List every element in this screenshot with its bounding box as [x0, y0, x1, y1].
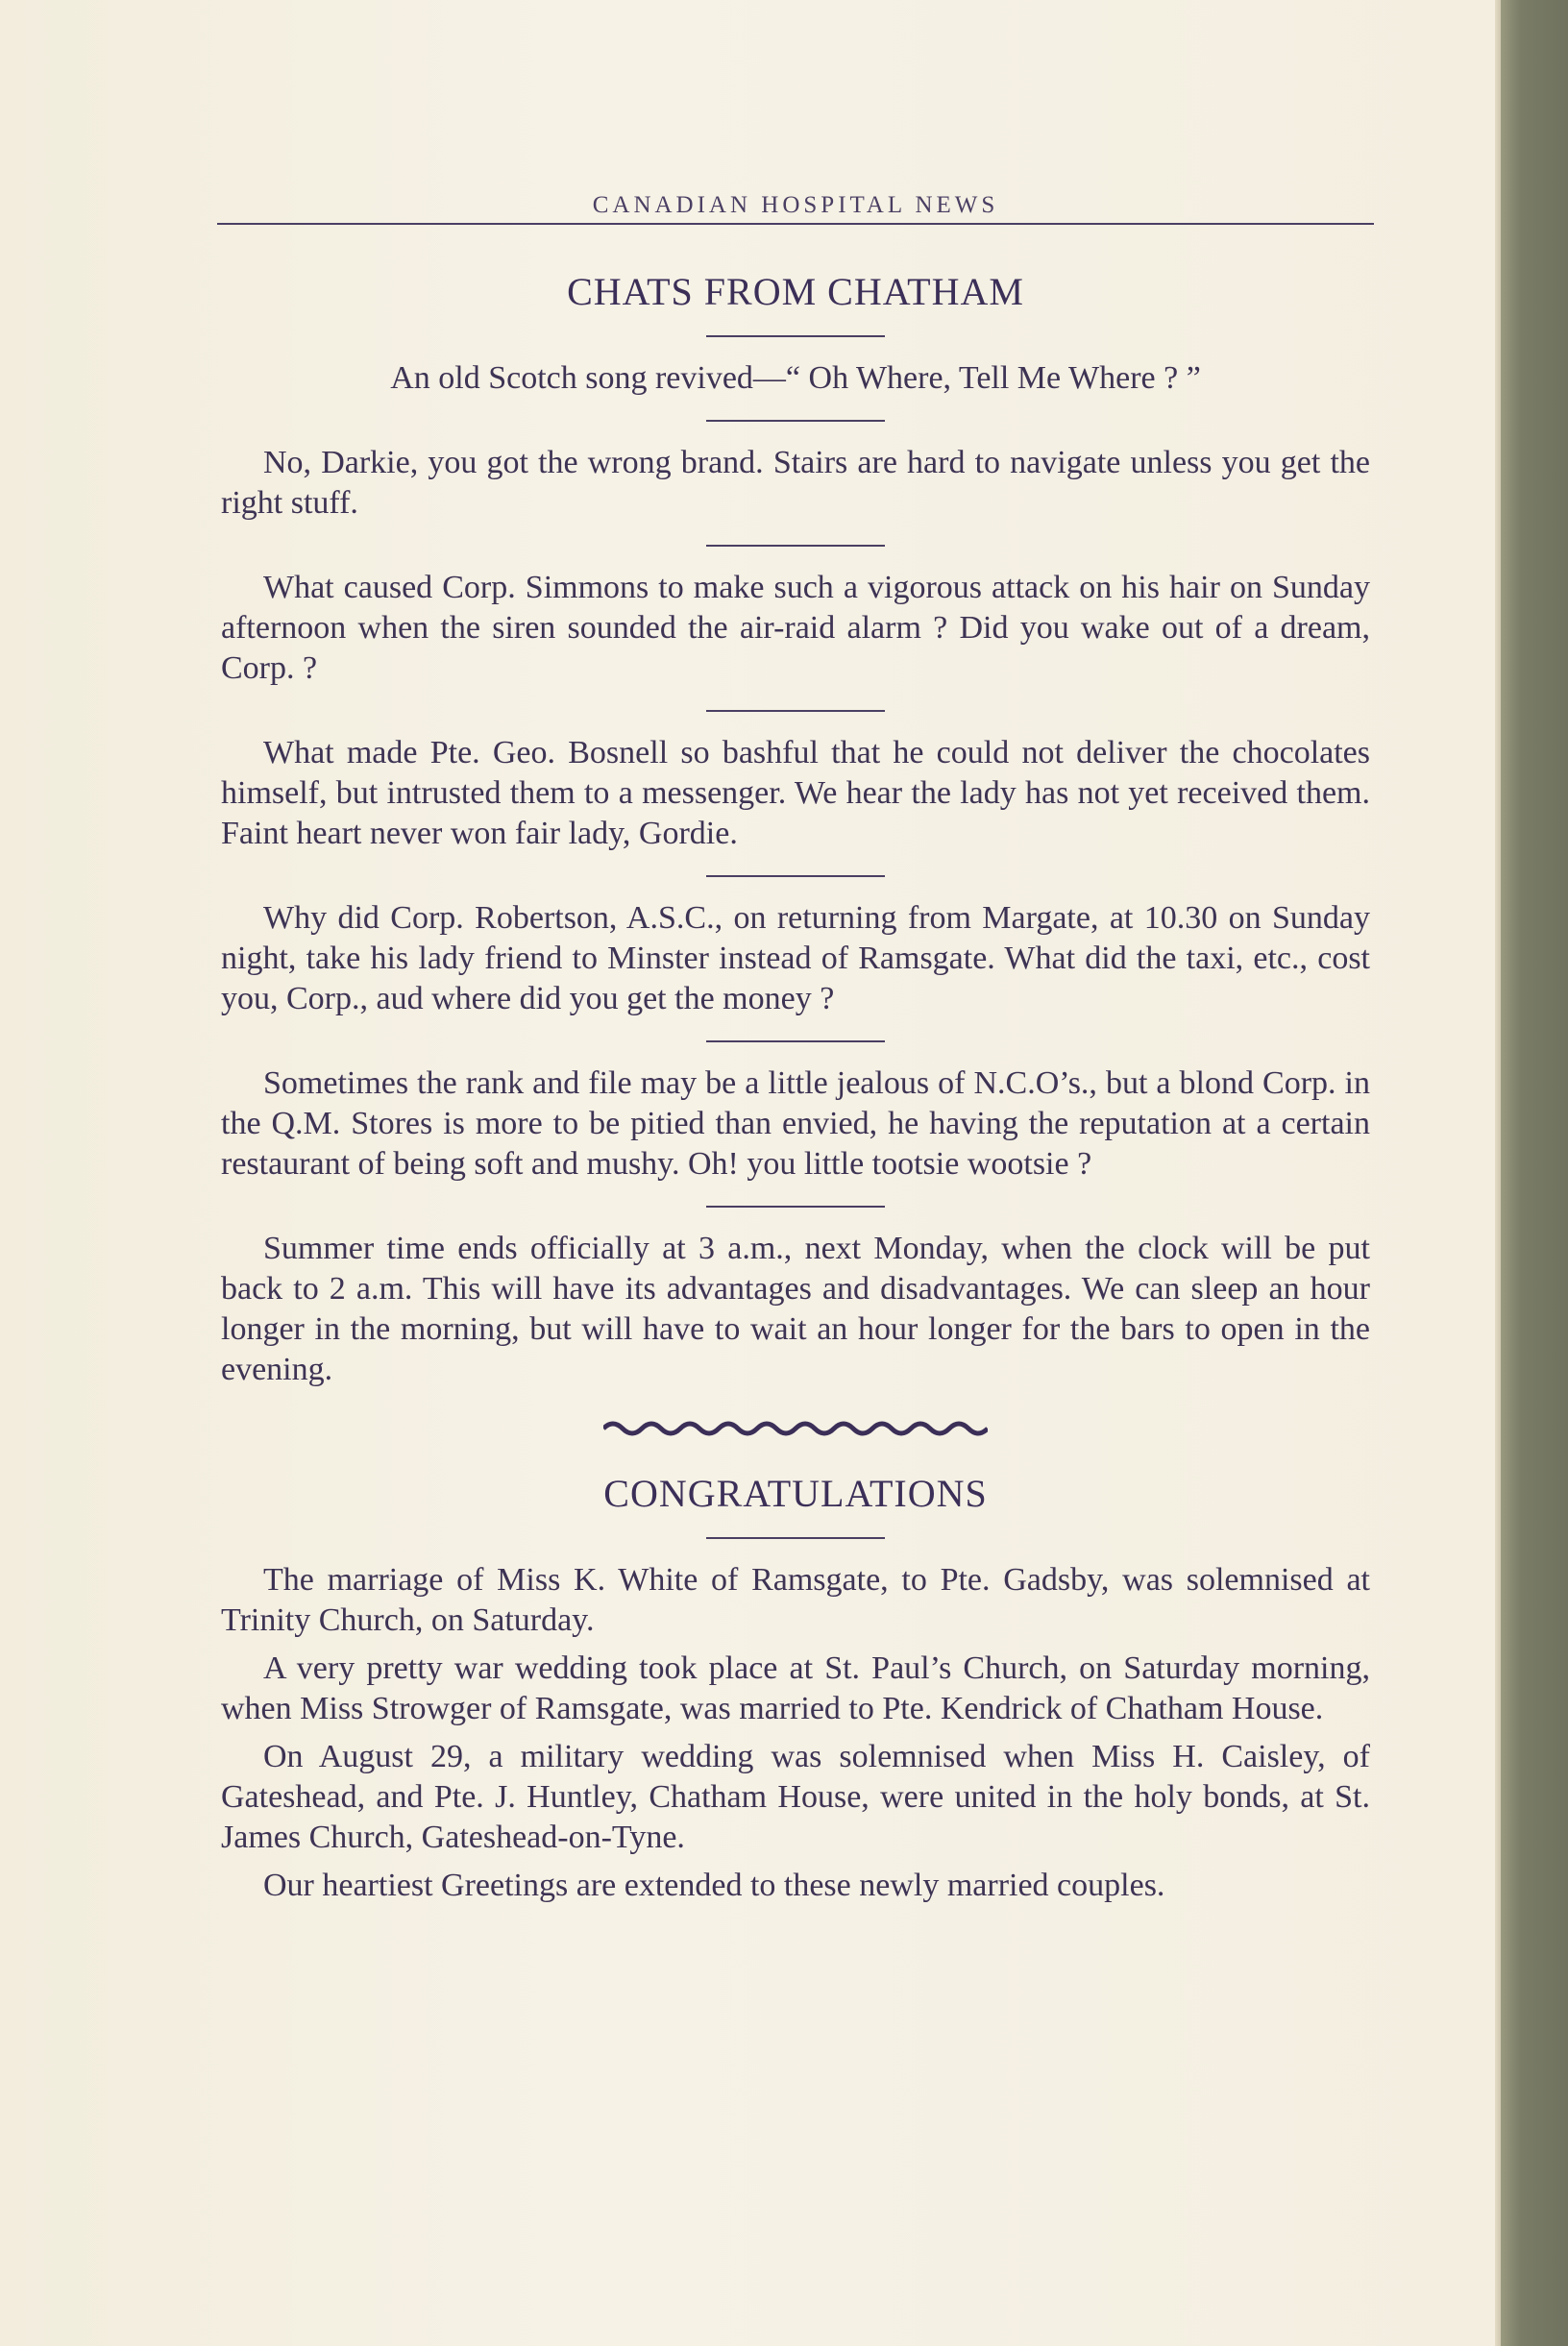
- running-head: CANADIAN HOSPITAL NEWS: [592, 192, 999, 218]
- divider-rule: [706, 545, 885, 547]
- chat-item: An old Scotch song revived—“ Oh Where, Tell Me Where ? ”: [390, 360, 1201, 396]
- chat-item: What made Pte. Geo. Bosnell so bashful that he could not deliver the chocolates himself, but intrusted them to a messenger. We hear the lady has not yet received them. Faint heart never won fair lady, Gordie.: [221, 735, 1370, 851]
- divider-rule: [706, 1040, 885, 1042]
- section-title-congratulations: CONGRATULATIONS: [603, 1472, 988, 1515]
- chat-item: No, Darkie, you got the wrong brand. Stairs are hard to navigate unless you get the right stuff.: [221, 445, 1370, 521]
- divider-rule: [706, 1206, 885, 1208]
- congrats-item: Our heartiest Greetings are extended to these newly married couples.: [263, 1868, 1165, 1903]
- chat-item: Summer time ends officially at 3 a.m., next Monday, when the clock will be put back to 2 a.m. This will have its advantages and disadvantages. We can sleep an hour longer in the morning, but will have to wait an hour longer for the bars to open in the evening.: [221, 1231, 1370, 1387]
- congrats-item: The marriage of Miss K. White of Ramsgate, to Pte. Gadsby, was solemnised at Trinity Church, on Saturday.: [221, 1562, 1370, 1638]
- binding-spine: [1501, 0, 1568, 2346]
- divider-rule: [706, 420, 885, 422]
- wavy-ornament: [221, 1419, 1370, 1438]
- congrats-item: A very pretty war wedding took place at St. Paul’s Church, on Saturday morning, when Miss Strowger of Ramsgate, was married to Pte. Kendrick of Chatham House.: [221, 1650, 1370, 1726]
- divider-rule: [706, 875, 885, 877]
- chat-item: What caused Corp. Simmons to make such a vigorous attack on his hair on Sunday afternoon when the siren sounded the air-raid alarm ? Did you wake out of a dream, Corp. ?: [221, 570, 1370, 686]
- congrats-item: On August 29, a military wedding was solemnised when Miss H. Caisley, of Gateshead, and Pte. J. Huntley, Chatham House, were united in the holy bonds, at St. James Church, Gateshead-on-Tyne.: [221, 1739, 1370, 1855]
- chat-item: Why did Corp. Robertson, A.S.C., on returning from Margate, at 10.30 on Sunday night, take his lady friend to Minster instead of Ramsgate. What did the taxi, etc., cost you, Corp., aud where did you get the money ?: [221, 900, 1370, 1016]
- chat-item: Sometimes the rank and file may be a little jealous of N.C.O’s., but a blond Corp. in the Q.M. Stores is more to be pitied than envied, he having the reputation at a certain restaurant of being soft and mushy. Oh! you little tootsie wootsie ?: [221, 1065, 1370, 1182]
- article-body: [221, 269, 1370, 1906]
- divider-rule: [706, 1537, 885, 1539]
- divider-rule: [706, 710, 885, 712]
- section-title-chats: CHATS FROM CHATHAM: [567, 270, 1024, 313]
- divider-rule: [706, 335, 885, 337]
- header-rule: [217, 223, 1374, 225]
